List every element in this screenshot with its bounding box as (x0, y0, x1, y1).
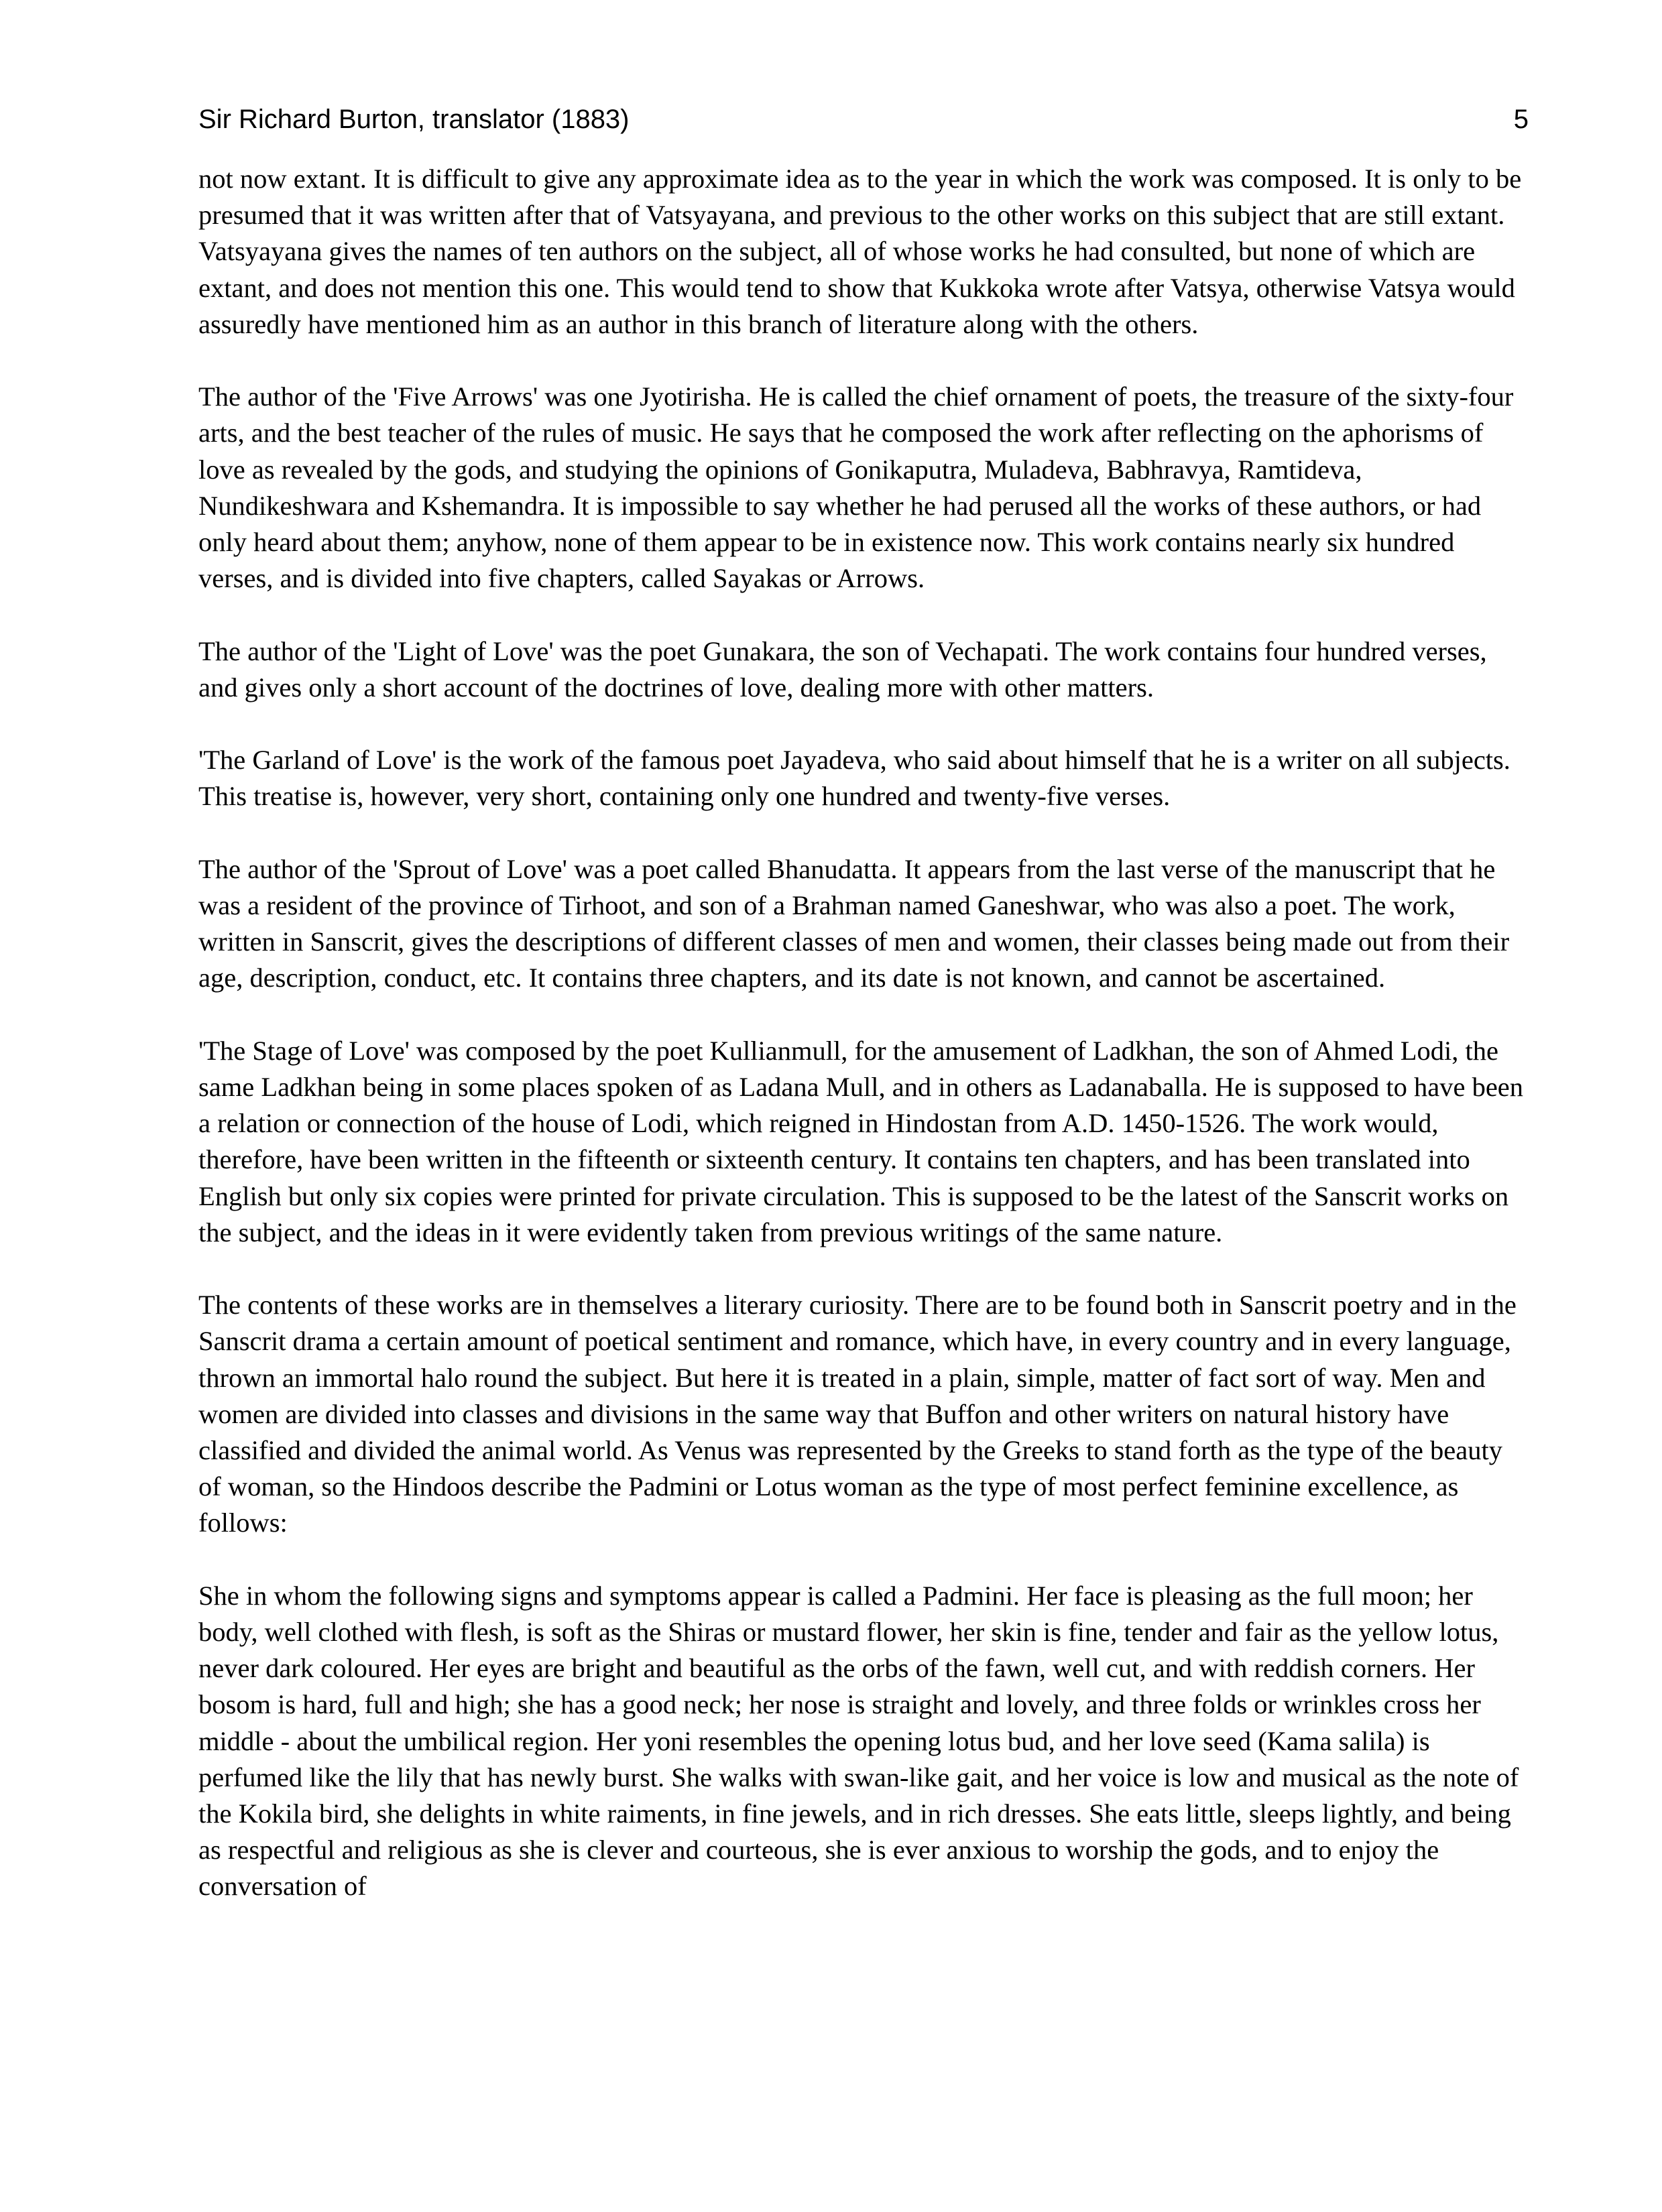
paragraph: The author of the 'Light of Love' was the poet Gunakara, the son of Vechapati. The work contains four hundred verses, and gives only a short account of the doctrines of love, dealing more with other matters. (198, 635, 1487, 702)
running-header (198, 99, 1529, 139)
page-number: 5 (1513, 105, 1529, 134)
paragraph: 'The Stage of Love' was composed by the poet Kullianmull, for the amusement of Ladkhan, the son of Ahmed Lodi, the same Ladkhan being in some places spoken of as Ladana Mull, and in others as Ladanaballa. He is supposed to have been a relation or connection of the house of Lodi, which reigned in Hindostan from A.D. 1450-1526. The work would, therefore, have been written in the fifteenth or sixteenth century. It contains ten chapters, and has been translated into English but only six copies were printed for private circulation. This is supposed to be the latest of the Sanscrit works on the subject, and the ideas in it were evidently taken from previous writings of the same nature. (198, 1035, 1524, 1247)
paragraph: The contents of these works are in themselves a literary curiosity. There are to be found both in Sanscrit poetry and in the Sanscrit drama a certain amount of poetical sentiment and romance, which have, in every country and in every language, thrown an immortal halo round the subject. But here it is treated in a plain, simple, matter of fact sort of way. Men and women are divided into classes and divisions in the same way that Buffon and other writers on natural history have classified and divided the animal world. As Venus was represented by the Greeks to stand forth as the type of the beauty of woman, so the Hindoos describe the Padmini or Lotus woman as the type of most perfect feminine excellence, as follows: (198, 1290, 1517, 1538)
paragraph: She in whom the following signs and symptoms appear is called a Padmini. Her face is pleasing as the full moon; her body, well clothed with flesh, is soft as the Shiras or mustard flower, her skin is fine, tender and fair as the yellow lotus, never dark coloured. Her eyes are bright and beautiful as the orbs of the fawn, well cut, and with reddish corners. Her bosom is hard, full and high; she has a good neck; her nose is straight and lovely, and three folds or wrinkles cross her middle - about the umbilical region. Her yoni resembles the opening lotus bud, and her love seed (Kama salila) is perfumed like the lily that has newly burst. She walks with swan-like gait, and her voice is low and musical as the note of the Kokila bird, she delights in white raiments, in fine jewels, and in rich dresses. She eats little, sleeps lightly, and being as respectful and religious as she is clever and courteous, she is ever anxious to worship the gods, and to enjoy the conversation of (198, 1580, 1519, 1902)
body-text (198, 161, 1529, 1905)
paragraph: 'The Garland of Love' is the work of the famous poet Jayadeva, who said about himself that he is a writer on all subjects. This treatise is, however, very short, containing only one hundred and twenty-five verses. (198, 745, 1510, 812)
paragraph: not now extant. It is difficult to give any approximate idea as to the year in which the work was composed. It is only to be presumed that it was written after that of Vatsyayana, and previous to the other works on this subject that are still extant. Vatsyayana gives the names of ten authors on the subject, all of whose works he had consulted, but none of which are extant, and does not mention this one. This would tend to show that Kukkoka wrote after Vatsya, otherwise Vatsya would assuredly have mentioned him as an author in this branch of literature along with the others. (198, 164, 1522, 339)
paragraph: The author of the 'Sprout of Love' was a poet called Bhanudatta. It appears from the last verse of the manuscript that he was a resident of the province of Tirhoot, and son of a Brahman named Ganeshwar, who was also a poet. The work, written in Sanscrit, gives the descriptions of different classes of men and women, their classes being made out from their age, description, conduct, etc. It contains three chapters, and its date is not known, and cannot be ascertained. (198, 853, 1510, 993)
paragraph: The author of the 'Five Arrows' was one Jyotirisha. He is called the chief ornament of poets, the treasure of the sixty-four arts, and the best teacher of the rules of music. He says that he composed the work after reflecting on the aphorisms of love as revealed by the gods, and studying the opinions of Gonikaputra, Muladeva, Babhravya, Ramtideva, Nundikeshwara and Kshemandra. It is impossible to say whether he had perused all the works of these authors, or had only heard about them; anyhow, none of them appear to be in existence now. This work contains nearly six hundred verses, and is divided into five chapters, called Sayakas or Arrows. (198, 381, 1514, 594)
header-title: Sir Richard Burton, translator (1883) (198, 105, 630, 134)
